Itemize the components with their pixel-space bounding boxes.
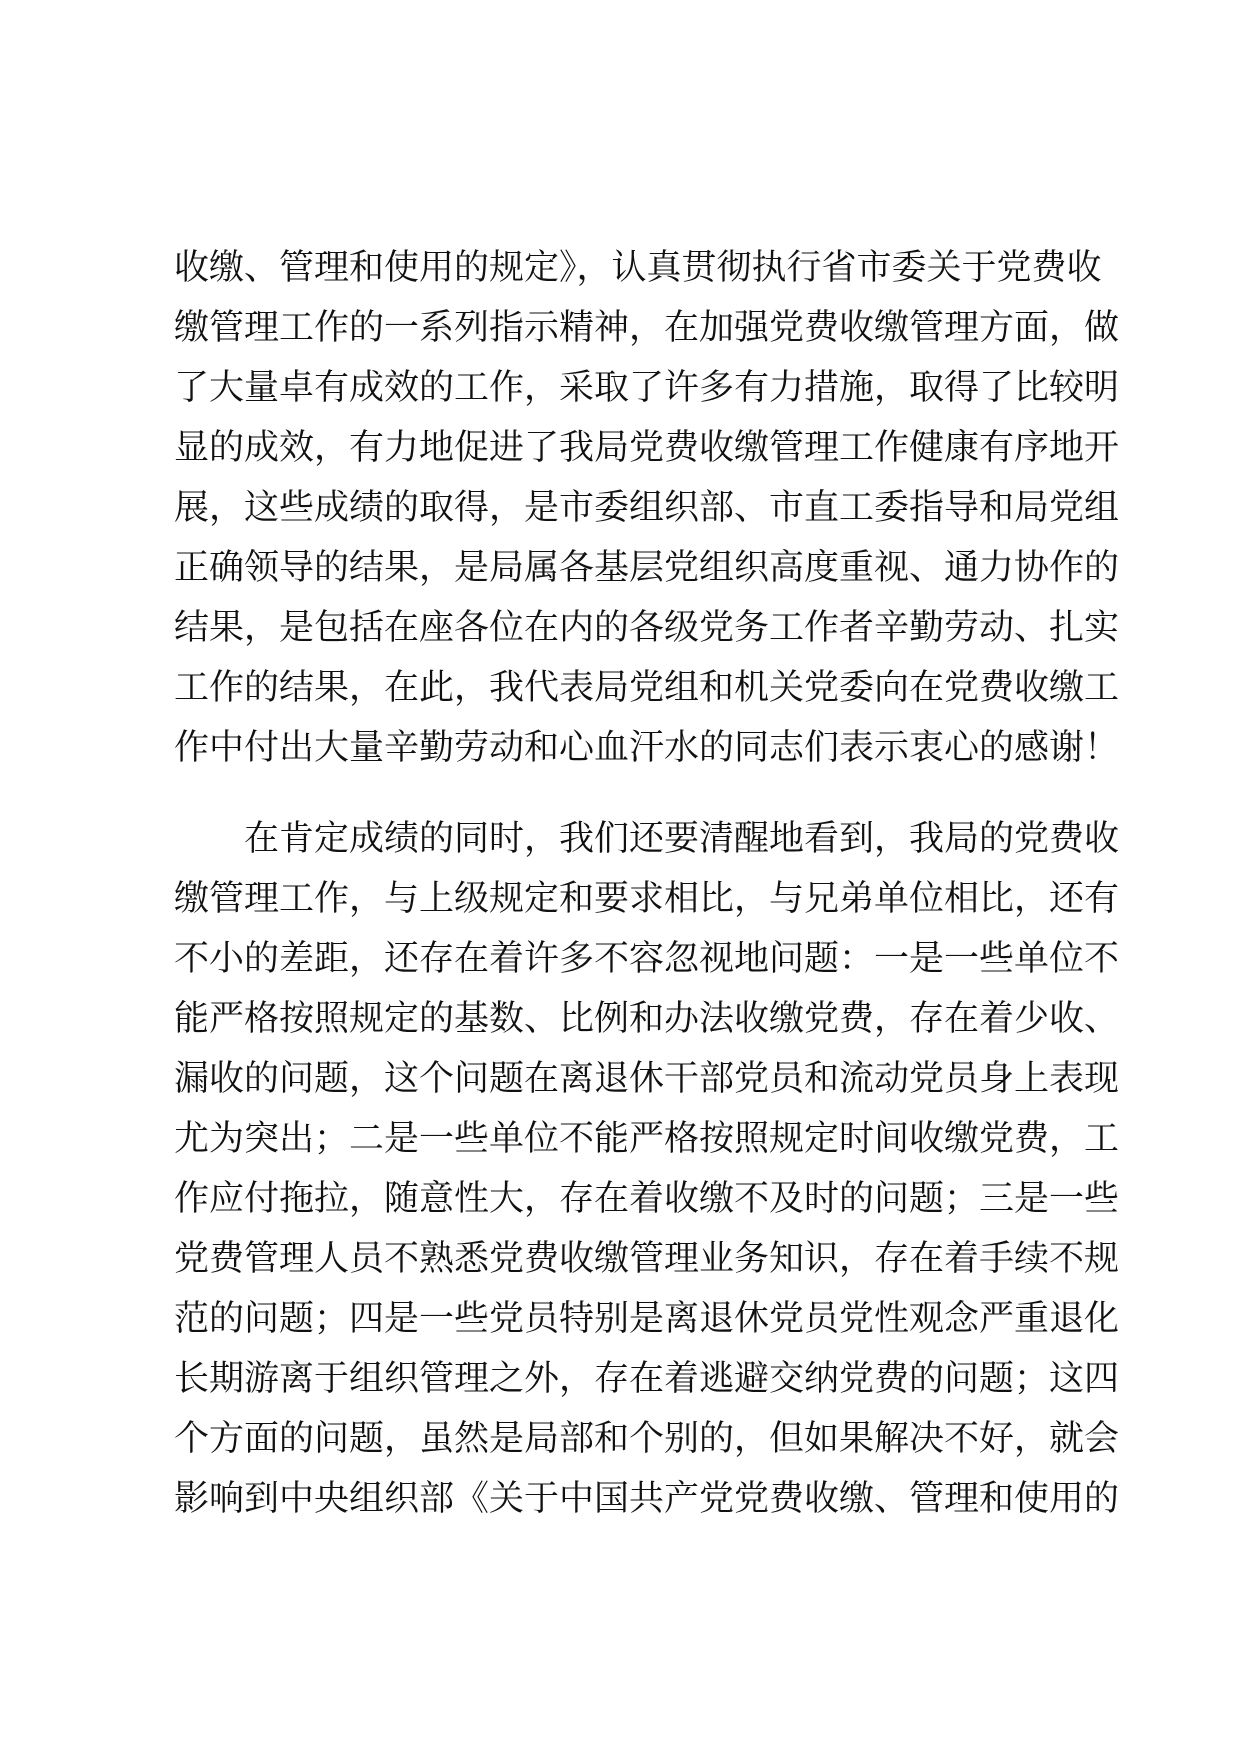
text-line: 展，这些成绩的取得，是市委组织部、市直工委指导和局党组	[174, 488, 1120, 528]
text-line: 尤为突出；二是一些单位不能严格按照规定时间收缴党费，工	[174, 1119, 1120, 1159]
text-line: 能严格按照规定的基数、比例和办法收缴党费，存在着少收、	[174, 999, 1120, 1039]
text-line: 范的问题；四是一些党员特别是离退休党员党性观念严重退化	[174, 1299, 1120, 1339]
text-line: 影响到中央组织部《关于中国共产党党费收缴、管理和使用的	[174, 1479, 1120, 1519]
text-line: 显的成效，有力地促进了我局党费收缴管理工作健康有序地开	[174, 428, 1120, 468]
text-line: 缴管理工作，与上级规定和要求相比，与兄弟单位相比，还有	[174, 879, 1120, 919]
text-line: 了大量卓有成效的工作，采取了许多有力措施，取得了比较明	[174, 368, 1120, 408]
text-line: 党费管理人员不熟悉党费收缴管理业务知识，存在着手续不规	[174, 1239, 1120, 1279]
text-line: 作中付出大量辛勤劳动和心血汗水的同志们表示衷心的感谢！	[174, 728, 1120, 768]
text-line: 工作的结果，在此，我代表局党组和机关党委向在党费收缴工	[174, 668, 1120, 708]
text-line: 漏收的问题，这个问题在离退休干部党员和流动党员身上表现	[174, 1059, 1120, 1099]
paragraph-2	[174, 809, 1120, 1529]
text-line: 长期游离于组织管理之外，存在着逃避交纳党费的问题；这四	[174, 1359, 1120, 1399]
text-line: 作应付拖拉，随意性大，存在着收缴不及时的问题；三是一些	[174, 1179, 1120, 1219]
text-line: 收缴、管理和使用的规定》，认真贯彻执行省市委关于党费收	[174, 248, 1102, 288]
text-line: 缴管理工作的一系列指示精神，在加强党费收缴管理方面，做	[174, 308, 1120, 348]
text-line: 正确领导的结果，是局属各基层党组织高度重视、通力协作的	[174, 548, 1120, 588]
text-line: 结果，是包括在座各位在内的各级党务工作者辛勤劳动、扎实	[174, 608, 1120, 648]
paragraph-1	[174, 238, 1120, 778]
text-line: 在肯定成绩的同时，我们还要清醒地看到，我局的党费收	[244, 819, 1120, 859]
text-line: 不小的差距，还存在着许多不容忽视地问题：一是一些单位不	[174, 939, 1120, 979]
text-line: 个方面的问题，虽然是局部和个别的，但如果解决不好，就会	[174, 1419, 1120, 1459]
